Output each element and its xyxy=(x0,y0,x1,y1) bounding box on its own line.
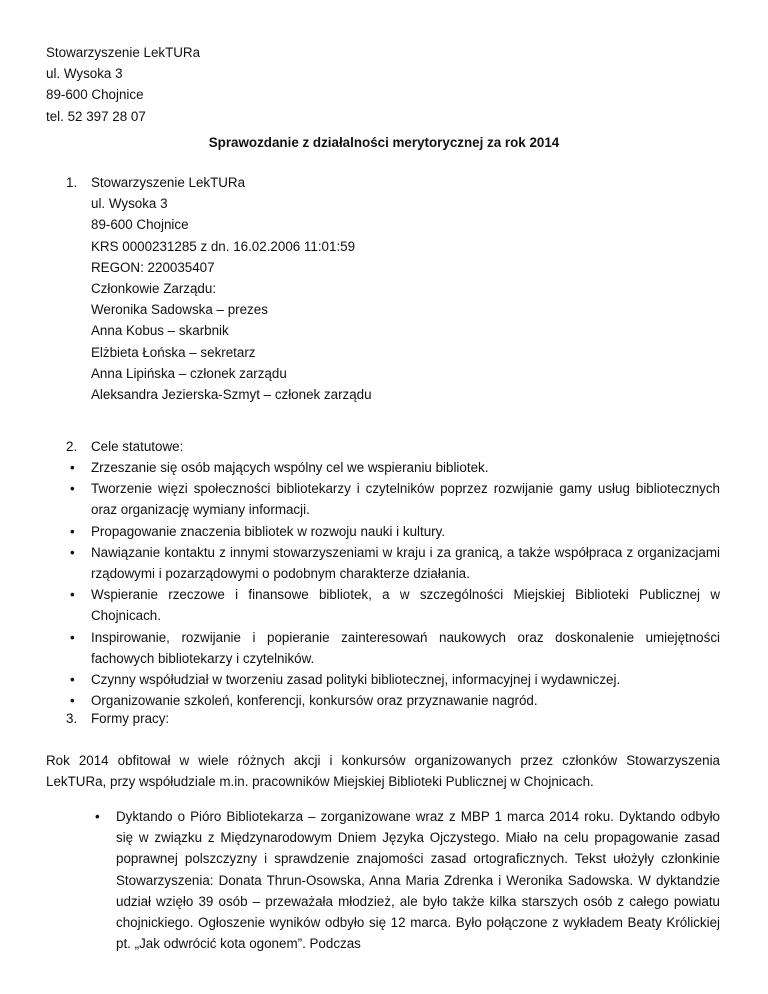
sec1-line: Członkowie Zarządu: xyxy=(91,280,217,296)
list-item-text: Tworzenie więzi społeczności bibliotekarzy i czytelników poprzez rozwijanie gamy usług bibliotecznych oraz organizację wymiany informacji. xyxy=(91,481,720,518)
list-item-text: Organizowanie szkoleń, konferencji, konkursów oraz przyznawanie nagród. xyxy=(91,693,538,709)
section-3-number: 3. xyxy=(66,711,78,726)
statutory-goals-list xyxy=(70,457,720,711)
bullet-icon: • xyxy=(70,629,75,645)
list-item-text: Zrzeszanie się osób mających wspólny cel we wspieraniu bibliotek. xyxy=(91,460,489,475)
bullet-icon: • xyxy=(95,809,100,824)
bullet-icon: • xyxy=(70,693,75,709)
document-title: Sprawozdanie z działalności merytorycznej za rok 2014 xyxy=(208,135,560,150)
sec1-line: REGON: 220035407 xyxy=(91,259,215,275)
sec1-line: Elżbieta Łońska – sekretarz xyxy=(91,344,256,360)
sec1-line: Anna Kobus – skarbnik xyxy=(91,323,229,339)
section-3-intro: Rok 2014 obfitował w wiele różnych akcji i konkursów organizowanych przez członków Stowarzyszenia LekTURa, przy współudziale m.in. pracowników Miejskiej Biblioteki Publicznej w Chojnicach. xyxy=(46,753,720,790)
letterhead xyxy=(46,42,200,127)
section-2-heading: Cele statutowe: xyxy=(91,439,184,454)
sec1-line: ul. Wysoka 3 xyxy=(91,196,168,212)
sec1-line: KRS 0000231285 z dn. 16.02.2006 11:01:59 xyxy=(91,238,356,254)
list-item-text: Inspirowanie, rozwijanie i popieranie zainteresowań naukowych oraz doskonalenie umiejętności fachowych bibliotekarzy i czytelników. xyxy=(91,629,720,666)
header-phone: tel. 52 397 28 07 xyxy=(46,108,146,124)
list-item-text: Propagowanie znaczenia bibliotek w rozwoju nauki i kultury. xyxy=(91,523,446,539)
bullet-icon: • xyxy=(70,460,75,475)
section-3-heading: Formy pracy: xyxy=(91,711,170,726)
list-item xyxy=(70,669,720,690)
list-item xyxy=(95,806,720,954)
header-org: Stowarzyszenie LekTURa xyxy=(46,45,201,60)
list-item-text: Wspieranie rzeczowe i finansowe bibliotek, a w szczególności Miejskiej Biblioteki Publicznej w Chojnicach. xyxy=(91,587,720,624)
section-2-number: 2. xyxy=(66,439,78,454)
sec1-line: Stowarzyszenie LekTURa xyxy=(91,175,246,190)
bullet-icon: • xyxy=(70,481,75,497)
header-city: 89-600 Chojnice xyxy=(46,87,144,103)
sec1-line: Aleksandra Jezierska-Szmyt – członek zarządu xyxy=(91,386,372,402)
events-list xyxy=(95,806,720,954)
section-1-number: 1. xyxy=(66,175,78,190)
list-item xyxy=(70,627,720,669)
list-item xyxy=(70,478,720,520)
sec1-line: Anna Lipińska – członek zarządu xyxy=(91,365,287,381)
sec1-line: Weronika Sadowska – prezes xyxy=(91,302,268,318)
list-item xyxy=(70,542,720,584)
list-item xyxy=(70,584,720,626)
list-item-text: Czynny współudział w tworzeniu zasad polityki bibliotecznej, informacyjnej i wydawniczej. xyxy=(91,672,621,688)
bullet-icon: • xyxy=(70,523,75,539)
bullet-icon: • xyxy=(70,544,75,560)
list-item-text: Nawiązanie kontaktu z innymi stowarzyszeniami w kraju i za granicą, a także współpraca z organizacjami rządowymi i pozarządowymi o podobnym charakterze działania. xyxy=(91,544,720,582)
header-street: ul. Wysoka 3 xyxy=(46,66,123,82)
bullet-icon: • xyxy=(70,672,75,688)
sec1-line: 89-600 Chojnice xyxy=(91,217,189,233)
list-item xyxy=(70,521,720,542)
event-text: Dyktando o Pióro Bibliotekarza – zorganizowane wraz z MBP 1 marca 2014 roku. Dyktando odbyło się w związku z Międzynarodowym Dniem Języka Ojczystego. Miało na celu propagowanie zasad poprawnej polszczyzny i sprawdzenie znajomości zasad ortograficznych. Tekst ułożyły członkinie Stowarzyszenia: Donata Thrun-Osowska, Anna Maria Zdrenka i Weronika Sadowska. W dyktandzie udział wzięło 39 osób – przeważała młodzież, ale było także kilka starszych osób z całego powiatu chojnickiego. Ogłoszenie wyników odbyło się 12 marca. Było połączone z wykładem Beaty Królickiej pt. „Jak odwrócić kota ogonem”. Podczas xyxy=(116,809,720,952)
bullet-icon: • xyxy=(70,587,75,603)
section-1-details xyxy=(91,172,372,405)
list-item xyxy=(70,457,720,478)
